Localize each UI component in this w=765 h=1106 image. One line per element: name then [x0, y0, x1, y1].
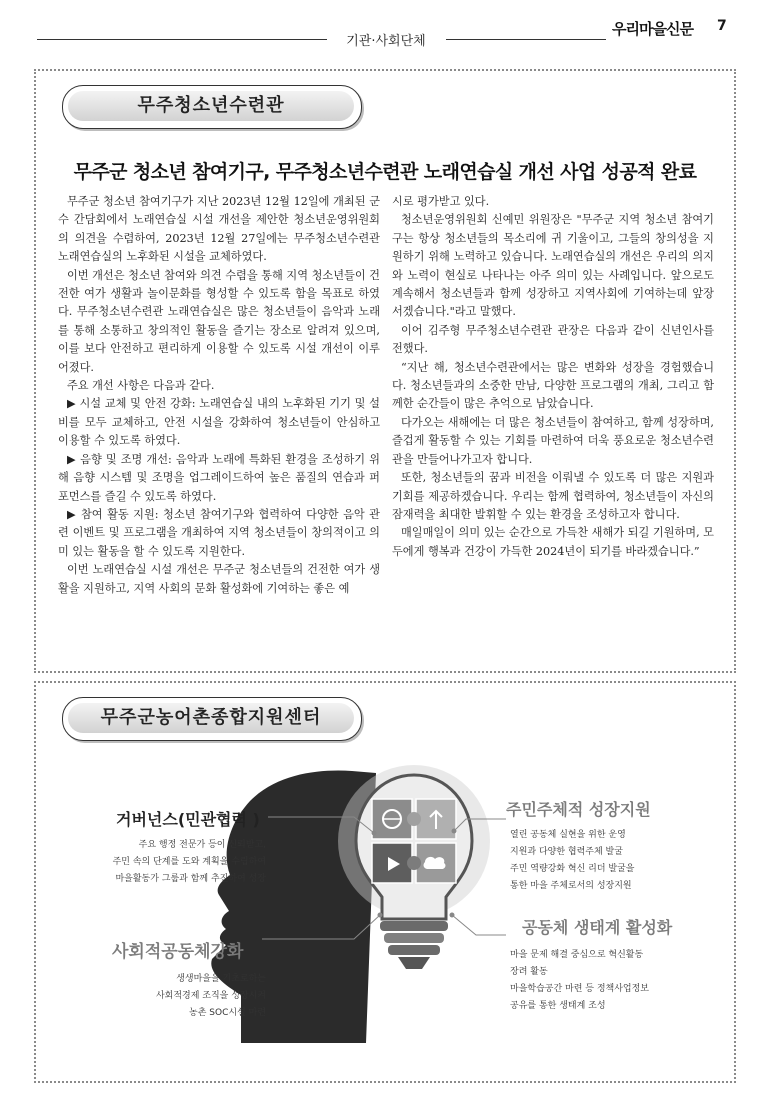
paragraph: 다가오는 새해에는 더 많은 청소년들이 참여하고, 함께 성장하며, 즐겁게 활동할 수 있는 기회를 마련하여 더욱 풍요로운 청소년수련관을 만들어나가고자 합니다. [392, 415, 714, 466]
connector-line [452, 915, 506, 935]
desc-line: 지원과 다양한 협력주체 발굴 [510, 847, 623, 857]
resident-growth-title: 주민주체적 성장지원 [506, 800, 651, 819]
desc-line: 주민 역량강화 혁신 리더 발굴을 [510, 864, 635, 874]
bulb-base-ring [384, 933, 444, 943]
header-rule-left [37, 39, 327, 40]
page-number: 7 [717, 18, 727, 34]
paragraph: 또한, 청소년들의 꿈과 비전을 이뤄낼 수 있도록 더 많은 지원과 기회를 제공하겠습니다. 우리는 함께 협력하여, 청소년들이 자신의 잠재력을 최대한 발휘할 수 있는 환경을 조성하고자 합니다. [392, 471, 714, 521]
desc-line: 농촌 SOC시설 마련 [189, 1008, 266, 1018]
header-rule-right [446, 39, 606, 40]
bullet-paragraph: ▶ 참여 활동 지원: 청소년 참여기구와 협력하여 다양한 음악 관련 이벤트 및 프로그램을 개최하여 지역 청소년들이 창의적이고 의미 있는 활동을 할 수 있도록 지원한다. [58, 507, 380, 558]
desc-line: 열린 공동체 실현을 위한 운영 [510, 830, 626, 840]
bullet-paragraph: ▶ 시설 교체 및 안전 강화: 노래연습실 내의 노후화된 기기 및 설비를 모두 교체하고, 안전 시설을 강화하여 청소년들이 안심하고 이용할 수 있도록 하였다. [58, 397, 380, 448]
bulb-base-ring [380, 921, 448, 931]
bullet-paragraph: ▶ 음향 및 조명 개선: 음악과 노래에 특화된 환경을 조성하기 위해 음향 시스템 및 조명을 업그레이드하여 높은 품질의 연습과 퍼포먼스를 즐길 수 있도록 하였다. [58, 452, 380, 503]
paragraph: 매일매일이 의미 있는 순간으로 가득찬 새해가 되길 기원하며, 모두에게 행복과 건강이 가득한 2024년이 되기를 바라겠습니다.” [392, 526, 714, 558]
section-label: 기관·사회단체 [346, 34, 426, 49]
org-banner [62, 85, 360, 127]
social-community-title: 사회적공동체강화 [112, 942, 244, 962]
page-header [0, 0, 765, 48]
desc-line: 공유를 통한 생태계 조성 [510, 1001, 606, 1011]
org-title: 무주청소년수련관 [137, 95, 285, 116]
paragraph: 이번 노래연습실 시설 개선은 무주군 청소년들의 건전한 여가 생활을 지원하고, 지역 사회의 문화 활성화에 기여하는 좋은 예 [58, 563, 380, 595]
org-banner [62, 697, 360, 739]
bulb-base-ring [388, 945, 440, 955]
org-title: 무주군농어촌종합지원센터 [100, 707, 322, 728]
desc-line: 마을학습공간 마련 등 정책사업정보 [510, 984, 649, 994]
desc-line: 주요 행정 전문가 등이 신뢰받고, [138, 840, 266, 850]
paragraph: “지난 해, 청소년수련관에서는 많은 변화와 성장을 경험했습니다. 청소년들과의 소중한 만남, 다양한 프로그램의 개최, 그리고 함께한 순간들이 많은 추억으로 남았습니다. [392, 360, 714, 411]
resident-growth-desc [510, 827, 720, 895]
desc-line: 마을 문제 해결 중심으로 혁신활동 [510, 950, 644, 960]
article-headline: 무주군 청소년 참여기구, 무주청소년수련관 노래연습실 개선 사업 성공적 완료 [73, 161, 697, 183]
paragraph: 무주군 청소년 참여기구가 지난 2023년 12월 12일에 개최된 군수 간담회에서 노래연습실 시설 개선을 제안한 청소년운영위원회의 의견을 수렴하여, 2023년 12월 27일에는 무주청소년수련관 노래연습실의 노후화된 시설을 교체하였다. [58, 195, 380, 264]
ecosystem-desc [510, 947, 720, 1015]
paragraph: 주요 개선 사항은 다음과 같다. [66, 379, 215, 393]
bulb-tip [398, 957, 430, 969]
governance-desc [66, 837, 266, 888]
desc-line: 장려 활동 [510, 967, 548, 977]
desc-line: 마을활동가 그룹과 함께 추진하여 성장 [115, 874, 266, 884]
puzzle-knob [407, 812, 421, 826]
article-column-left [58, 193, 380, 598]
social-community-desc [66, 971, 266, 1022]
paragraph: 이어 김주형 무주청소년수련관 관장은 다음과 같이 신년인사를 전했다. [392, 323, 714, 356]
newspaper-logo: 우리마을신문 [612, 20, 693, 38]
paragraph: 청소년운영위원회 신예민 위원장은 "무주군 지역 청소년 참여기구는 항상 청소년들의 목소리에 귀 기울이고, 그들의 창의성을 지원하기 위해 노력하고 있습니다. 노래연습실의 개선은 우리의 의지와 노력이 현실로 나타나는 아주 의미 있는 사례입니다. 앞으로도 계속해서 청소년들과 함께 성장하고 지역사회에 기여하는데 앞장서겠습니다."라고 말했다. [392, 213, 714, 319]
desc-line: 생생마을을 기초로하는 [176, 974, 266, 984]
desc-line: 통한 마을 주체로서의 성장지원 [510, 881, 632, 891]
governance-title: 거버넌스(민관협력 ) [116, 810, 260, 829]
puzzle-knob [407, 856, 421, 870]
paragraph: 시로 평가받고 있다. [392, 195, 490, 208]
rural-support-center-infographic [34, 681, 736, 1083]
article-youth-center [34, 69, 736, 673]
cloud-icon [424, 857, 446, 869]
desc-line: 주민 속의 단계를 도와 계획을 수립하여 [112, 857, 266, 867]
desc-line: 사회적경제 조직을 성장시켜 [155, 991, 266, 1001]
paragraph: 이번 개선은 청소년 참여와 의견 수렴을 통해 지역 청소년들이 건전한 여가 생활과 놀이문화를 형성할 수 있도록 함을 목표로 하였다. 무주청소년수련관 노래연습실은 많은 청소년들이 음악과 노래를 통해 소통하고 창의적인 활동을 즐기는 장소로 알려져 있으며, 이를 보다 안전하고 편리하게 이용할 수 있도록 시설 개선이 이루어졌다. [58, 268, 380, 374]
ecosystem-title: 공동체 생태계 활성화 [522, 918, 673, 937]
article-column-right [392, 193, 714, 561]
